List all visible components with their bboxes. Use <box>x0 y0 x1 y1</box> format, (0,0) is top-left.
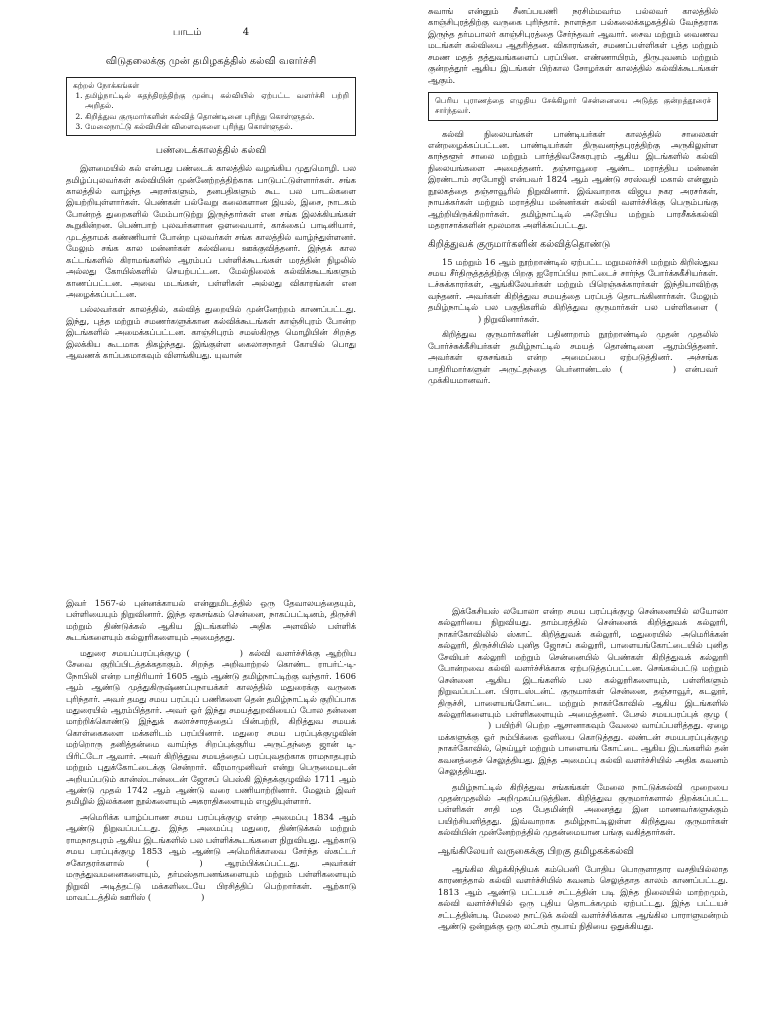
paragraph-text: ) ஆரம்பிக்கப்பட்டது. அவர்கள் மருத்துவமனைகளையும், தர்மஸ்தாபனங்களையும் மற்றும் பள்ளிகளையும் நிறுவி அடித்தட்டு மக்களிடையே பிரசித்திப் பெற்றார்கள். ஆற்காடு மாவட்டத்தில் ஊரிஸ் ( <box>66 857 356 902</box>
note-box <box>428 92 718 121</box>
objective-item: 2. கிறித்துவ குருமார்களின் கல்வித் தொண்டினை புரிந்து கொள்ளுதல். <box>85 112 349 122</box>
paragraph-text: 15 மற்றும் 16 ஆம் நூற்றாண்டில் ஏற்பட்ட மறுமலர்ச்சி மற்றும் கிறிஸ்துவ சமய சீர்திருத்தத்திற்கு பிறகு ஐரோப்பிய நாட்டைச் சார்ந்த போர்க்சுகீசியர்கள். டச்சுக்காரர்கள், ஆங்கிலேயர்கள் மற்றும் பிரெஞ்சுக்காரர்கள் இந்தியாவிற்கு வந்தனர். அவர்கள் கிறித்துவ சமயத்தை பரப்பத் தொடங்கினார்கள். மேலும் தமிழ்நாட்டில் பல பகுதிகளில் கிறித்துவ குருமார்கள் பல பள்ளிகளை ( <box>428 256 718 313</box>
top-right-column <box>428 6 718 390</box>
bottom-left-column <box>66 598 356 907</box>
lesson-number: 4 <box>242 27 250 38</box>
paragraph <box>428 329 718 386</box>
paragraph-text: ) நிறுவினார்கள். <box>478 313 540 324</box>
section-title-missionaries: கிறித்துவக் குருமார்களின் கல்வித்தொண்டு <box>428 238 611 250</box>
section-title-after-british: ஆங்கிலேயர் வருகைக்கு பிறகு தமிழகக்கல்வி <box>438 845 634 857</box>
paragraph: இவர் 1567-ல் புன்னக்காயல் என்னுமிடத்தில் ஒரு தேவாலயத்தையும், பள்ளியையும் நிறுவினார். இந்த ஏசுசங்கம் சென்னை, நாகப்பட்டினம், திருச்சி மற்றும் திண்டுக்கல் ஆகிய இடங்களில் அதிக அளவில் பள்ளிக் கூடங்களையும் கல்லூரிகளையும் அமைத்தது. <box>66 598 356 643</box>
paragraph: தமிழ்நாட்டில் கிறித்துவ சங்கங்கள் மேலை நாட்டுக்கல்வி முறையை முதன்முதலில் அறிமுகப்படுத்தின. கிறித்துவ குருமார்களால் திறக்கப்பட்ட பள்ளிகள் சாதி மத பேதமின்றி அனைத்து இன மாணவர்களுக்கும் பயிற்சியளித்தது. இவ்வாறாக தமிழ்நாட்டிலுள்ள கிறித்துவ குருமார்கள் கல்வியின் முன்னேற்றத்தில் முதன்மையான பங்கு வகித்தார்கள். <box>438 781 728 838</box>
objectives-heading: கற்றல் நோக்கங்கள் <box>73 80 140 90</box>
section-title-ancient-education: பண்டைக்காலத்தில் கல்வி <box>155 145 267 157</box>
objective-item: 3. மேலைநாட்டு கல்வியின் விளைவுகளை புரிந்து கொள்ளுதல். <box>85 122 349 132</box>
note-text: பெரிய புராணத்தை எழுதிய சேக்கிழார் சென்னையை அடுத்த குன்றத்தூரைச் சார்ந்தவர். <box>435 96 711 116</box>
paragraph <box>438 606 728 778</box>
paragraph <box>66 812 356 904</box>
paragraph-text: கிறித்துவ குருமார்களின் பதினாறாம் நூற்றாண்டில் முதன் முதலில் போர்ச்சுக்கீசியர்கள் தமிழ்நாட்டில் சமயத் தொண்டினை ஆரம்பித்தனர். அவர்கள் ஏசுசங்கம் என்ற அமைப்பை ஏற்படுத்தினர். அச்சங்க பாதிரிமார்களுள் அருட்தந்தை பெர்னாண்டஸ் ( <box>428 329 718 374</box>
lesson-header <box>66 26 356 40</box>
paragraph <box>66 648 356 808</box>
paragraph: இளமையில் கல் என்பது பண்டைக் காலத்தில் வழங்கிய முதுமொழி. பல தமிழ்ப்புலவர்கள் கல்வியின் முன்னேற்றத்திற்காக பாடுபட்டுள்ளார்கள். சங்க காலத்தில் வாழ்ந்த அரசர்களும், தனபதிகளும் கூட பல பாடல்களை இயற்றியுள்ளார்கள். பெண்கள் பல்வேறு கலைகளான இயல், இசை, நாடகம் போன்றத் துறைகளில் மேம்பாடுற்று இருந்தார்கள் என சங்க இலக்கியங்கள் கூறுகின்றன. பெண்பாற் புலவர்களான ஔவையார், காக்கைப் பாடினியார், முடத்தாமக் கண்ணியார் போன்ற புலவர்கள் சங்க காலத்தில் வாழ்ந்துள்ளனர். மேலும் சங்க கால மன்னர்கள் கல்வியை ஊக்குவித்தனர். இந்தக் கால கட்டங்களில் கிராமங்களில் ஆரம்பப் பள்ளிக்கூடங்கள் மரத்தின் நிழலில் அல்லது கோயில்களில் செயற்பட்டன. மேல்நிலைக் கல்விக்கூடங்களும் காணப்பட்டன. அவை மடங்கள், பள்ளிகள் அல்லது விகாரங்கள் என அழைக்கப்பட்டன. <box>66 163 356 299</box>
bottom-right-column <box>438 606 728 936</box>
paragraph-text: அமெரிக்க யாழ்ப்பாண சமய பரப்புக்குழு என்ற அமைப்பு 1834 ஆம் ஆண்டு நிறுவப்பட்டது. இந்த அமைப்பு மதுரை, திண்டுக்கல் மற்றும் ராமநாதபுரம் ஆகிய இடங்களில் பல பள்ளிக்கூடங்களை நிறுவியது. ஆற்காடு சமய பரப்புக்குழு 1853 ஆம் ஆண்டு அமெரிக்காவை சேர்ந்த ஸ்கட்டர் சகோதரர்களால் ( <box>66 811 356 868</box>
chapter-title: விடுதலைக்கு முன் தமிழகத்தில் கல்வி வளர்ச்சி <box>105 55 317 67</box>
paragraph-text: ) என்பவர் முக்கியமானவர். <box>428 363 719 385</box>
paragraph: ஆங்கில கிழக்கிந்தியக் கம்பெனி போதிய பொருளாதார வசதியில்லாத காரணத்தால் கல்வி வளர்ச்சியில் கவனம் செலுத்தாத காலம் காணப்பட்டது. 1813 ஆம் ஆண்டு பட்டயச் சட்டத்தின் படி இந்த நிலையில் மாற்றமும், கல்வி வளர்ச்சியில் ஒரு புதிய தொடக்கமும் ஏற்பட்டது. இந்த பட்டயச் சட்டத்தின்படி மேலை நாட்டுக் கல்வி வளர்ச்சிக்காக ஆங்கில பாராளுமன்றம் ஆண்டு ஒன்றுக்கு ஒரு லட்சம் ரூபாய் நிதியை ஒதுக்கியது. <box>438 863 728 932</box>
paragraph-text: ) கல்வி வளர்ச்சிக்கு ஆற்றிய சேவை குறிப்பிடத்தக்கதாகும். சிறந்த அறிவாற்றல் கொண்ட ராபர்ட்-டி-நோபிலி என்ற பாதிரியார் 1605 ஆம் ஆண்டு தமிழ்நாட்டிற்கு வந்தார். 1606 ஆம் ஆண்டு முத்துகிருஷ்ணப்பநாயக்கர் காலத்தில் மதுரைக்கு வருகை புரிந்தார். அவர் தமது சமய பரப்புப் பணிகளை தென் தமிழ்நாட்டில் குறிப்பாக மதுரையில் ஆரம்பித்தார். அவர் ஓர் இந்து சமயத்துறவியைப் போல தன்னை மாற்றிக்கொண்டு இந்துக் கலாச்சாரத்தைப் பின்பற்றி, கிறித்துவ சமயக் கொள்கைகளை மக்களிடம் பரப்பினார். மதுரை சமய பரப்புக்குழுவின் மற்றொரு தனித்தன்மை வாய்ந்த சிறப்புக்குரிய அருட்தந்தை ஜான் டி-பிரிட்டோ ஆவார். அவர் கிறித்துவ சமயத்தைப் பரப்புவதற்காக ராமநாதபுரம் மற்றும் புதுக்கோட்டைக்கு சென்றார். வீரமாமுனிவர் என்று பெருமையுடன் அறியப்படும் கான்ஸ்டான்டைன் ஜோசப் பெஸ்கி இந்தக்குழுவில் 1711 ஆம் ஆண்டு முதல் 1742 ஆம் ஆண்டு வரை பணியாற்றினார். மேலும் இவர் தமிழில் இலக்கண நூல்களையும் அகராதிகளையும் எழுதியுள்ளார். <box>66 647 356 807</box>
paragraph: சுவாங் என்னும் சீனப்பயணி நரசிம்மவர்ம பல்லவர் காலத்தில் காஞ்சிபுரத்திற்கு வருகை புரிந்தார். நாளந்தா பல்கலைக்கழகத்தில் வேந்தராக இருந்த தர்மபாலர் காஞ்சிபுரத்தை சேர்ந்தவர் ஆவார். சைவ மற்றும் வைணவ மடங்கள் கல்வியை ஆதரித்தன. விகாரங்கள், சமணப்பள்ளிகள் புத்த மற்றும் சமண மதத் தத்துவங்களைப் பரப்பின. எண்ணாயிரம், திருபுவனம் மற்றும் குன்றத்தூர் ஆகிய இடங்கள் பிற்கால சோழர்கள் காலத்தில் கல்விக்கூடங்கள் ஆகும். <box>428 6 718 85</box>
objectives-list <box>73 91 349 132</box>
paragraph-text: இக்கேசியஸ் லயோலா என்ற சமய பரப்புக்குழு சென்னையில் லயோலா கல்லூரியை நிறுவியது. தாம்பரத்தில் சென்னைக் கிறித்துவக் கல்லூரி, நாகர்கோவிலில் ஸ்காட் கிறித்துவக் கல்லூரி, மதுரையில் அமெரிக்கன் கல்லூரி, திருச்சியில் புனித ஜோசப் கல்லூரி, பாளையங்கோட்டையில் புனித சேவியர் கல்லூரி மற்றும் சென்னையில் பெண்கள் கிறித்துவக் கல்லூரி போன்றவை கல்வி வளர்ச்சிக்காக ஏற்படுத்தப்பட்டன. செங்கல்பட்டு மற்றும் சென்னை ஆகிய இடங்களில் பல கல்லூரிகளையும், பள்ளிகளும் நிறுவப்பட்டன. பிராடஸ்டன்ட் குருமார்கள் சென்னை, தஞ்சாவூர், கடலூர், திருச்சி, பாளையங்கோட்டை மற்றும் நாகர்கோவில் ஆகிய இடங்களில் கல்லூரிகளையும் பள்ளிகளையும் அமைத்தனர். பேசல் சமயபரப்புக் குழு ( <box>438 606 728 719</box>
objective-item: 1. தமிழ்நாட்டில் சுதந்திரத்திற்கு முன்பு கல்வியில் ஏற்பட்ட வளர்ச்சி பற்றி அறிதல். <box>85 91 349 112</box>
paragraph: கல்வி நிலையங்கள் பாண்டியர்கள் காலத்தில் சாலைகள் என்றழைக்கப்பட்டன. பாண்டியர்கள் திருவனந்தபுரத்திற்கு அருகிலுள்ள காந்தளூர் சாலை மற்றும் பார்த்திவசேகரபுரம் ஆகிய இடங்களில் கல்வி நிலையங்களை அமைத்தனர். தஞ்சாவூரை ஆண்ட மராத்திய மன்னன் இரண்டாம் சரபோஜி என்பவர் 1824 ஆம் ஆண்டு சரஸ்வதி மகால் என்னும் நூலகத்தை தஞ்சாவூரில் நிறுவினார். இவ்வாறாக விஜய நகர அரசர்கள், நாயக்கர்கள் மற்றும் மராத்திய மன்னர்கள் கல்வி வளர்ச்சிக்கு பெரும்பங்கு ஆற்றியிருக்கிறார்கள். தமிழ்நாட்டில் அரேபிய மற்றும் பாரசீகக்கல்வி மதராசாக்களின் மூலமாக அளிக்கப்பட்டது. <box>428 128 718 231</box>
paragraph: பல்லவர்கள் காலத்தில், கல்வித் துறையில் முன்னேற்றம் காணப்பட்டது. இந்து, புத்த மற்றும் சமணர்களுக்கான கல்விக்கூடங்கள் காஞ்சிபுரம் போன்ற இடங்களில் அமைக்கப்பட்டன. காஞ்சிபுரம் சமஸ்கிருத மொழியின் சிறந்த இலக்கிய கூடமாக திகழ்ந்தது. இங்குள்ள கைலாசநாதர் கோயில் பொது ஆவணக் காப்பகமாகவும் விளங்கியது. யுவான் <box>66 304 356 361</box>
paragraph-text: ) பயிற்சி பெற்ற ஆசானாகவும் வேலை வாய்ப்பளித்தது. ஏழை மக்களுக்கு ஓர் நம்பிக்கை ஒளியை கொடுத்தது. லண்டன் சமயபரப்புக்குழு நாகர்கோவில், நெய்யூர் மற்றும் பாளையங் கோட்டை ஆகிய இடங்களில் தன் கவனத்தைச் செலுத்தியது. இந்த அமைப்பு கல்வி வளர்ச்சியில் அதிக கவனம் செலுத்தியது. <box>438 720 728 777</box>
paragraph <box>428 257 718 326</box>
paragraph-text: ) <box>201 891 205 902</box>
lesson-label: பாடம் <box>172 27 202 38</box>
top-left-column <box>66 26 356 366</box>
objectives-box <box>66 77 356 136</box>
paragraph-text: மதுரை சமயப்பரப்புக்குழு ( <box>80 647 190 658</box>
